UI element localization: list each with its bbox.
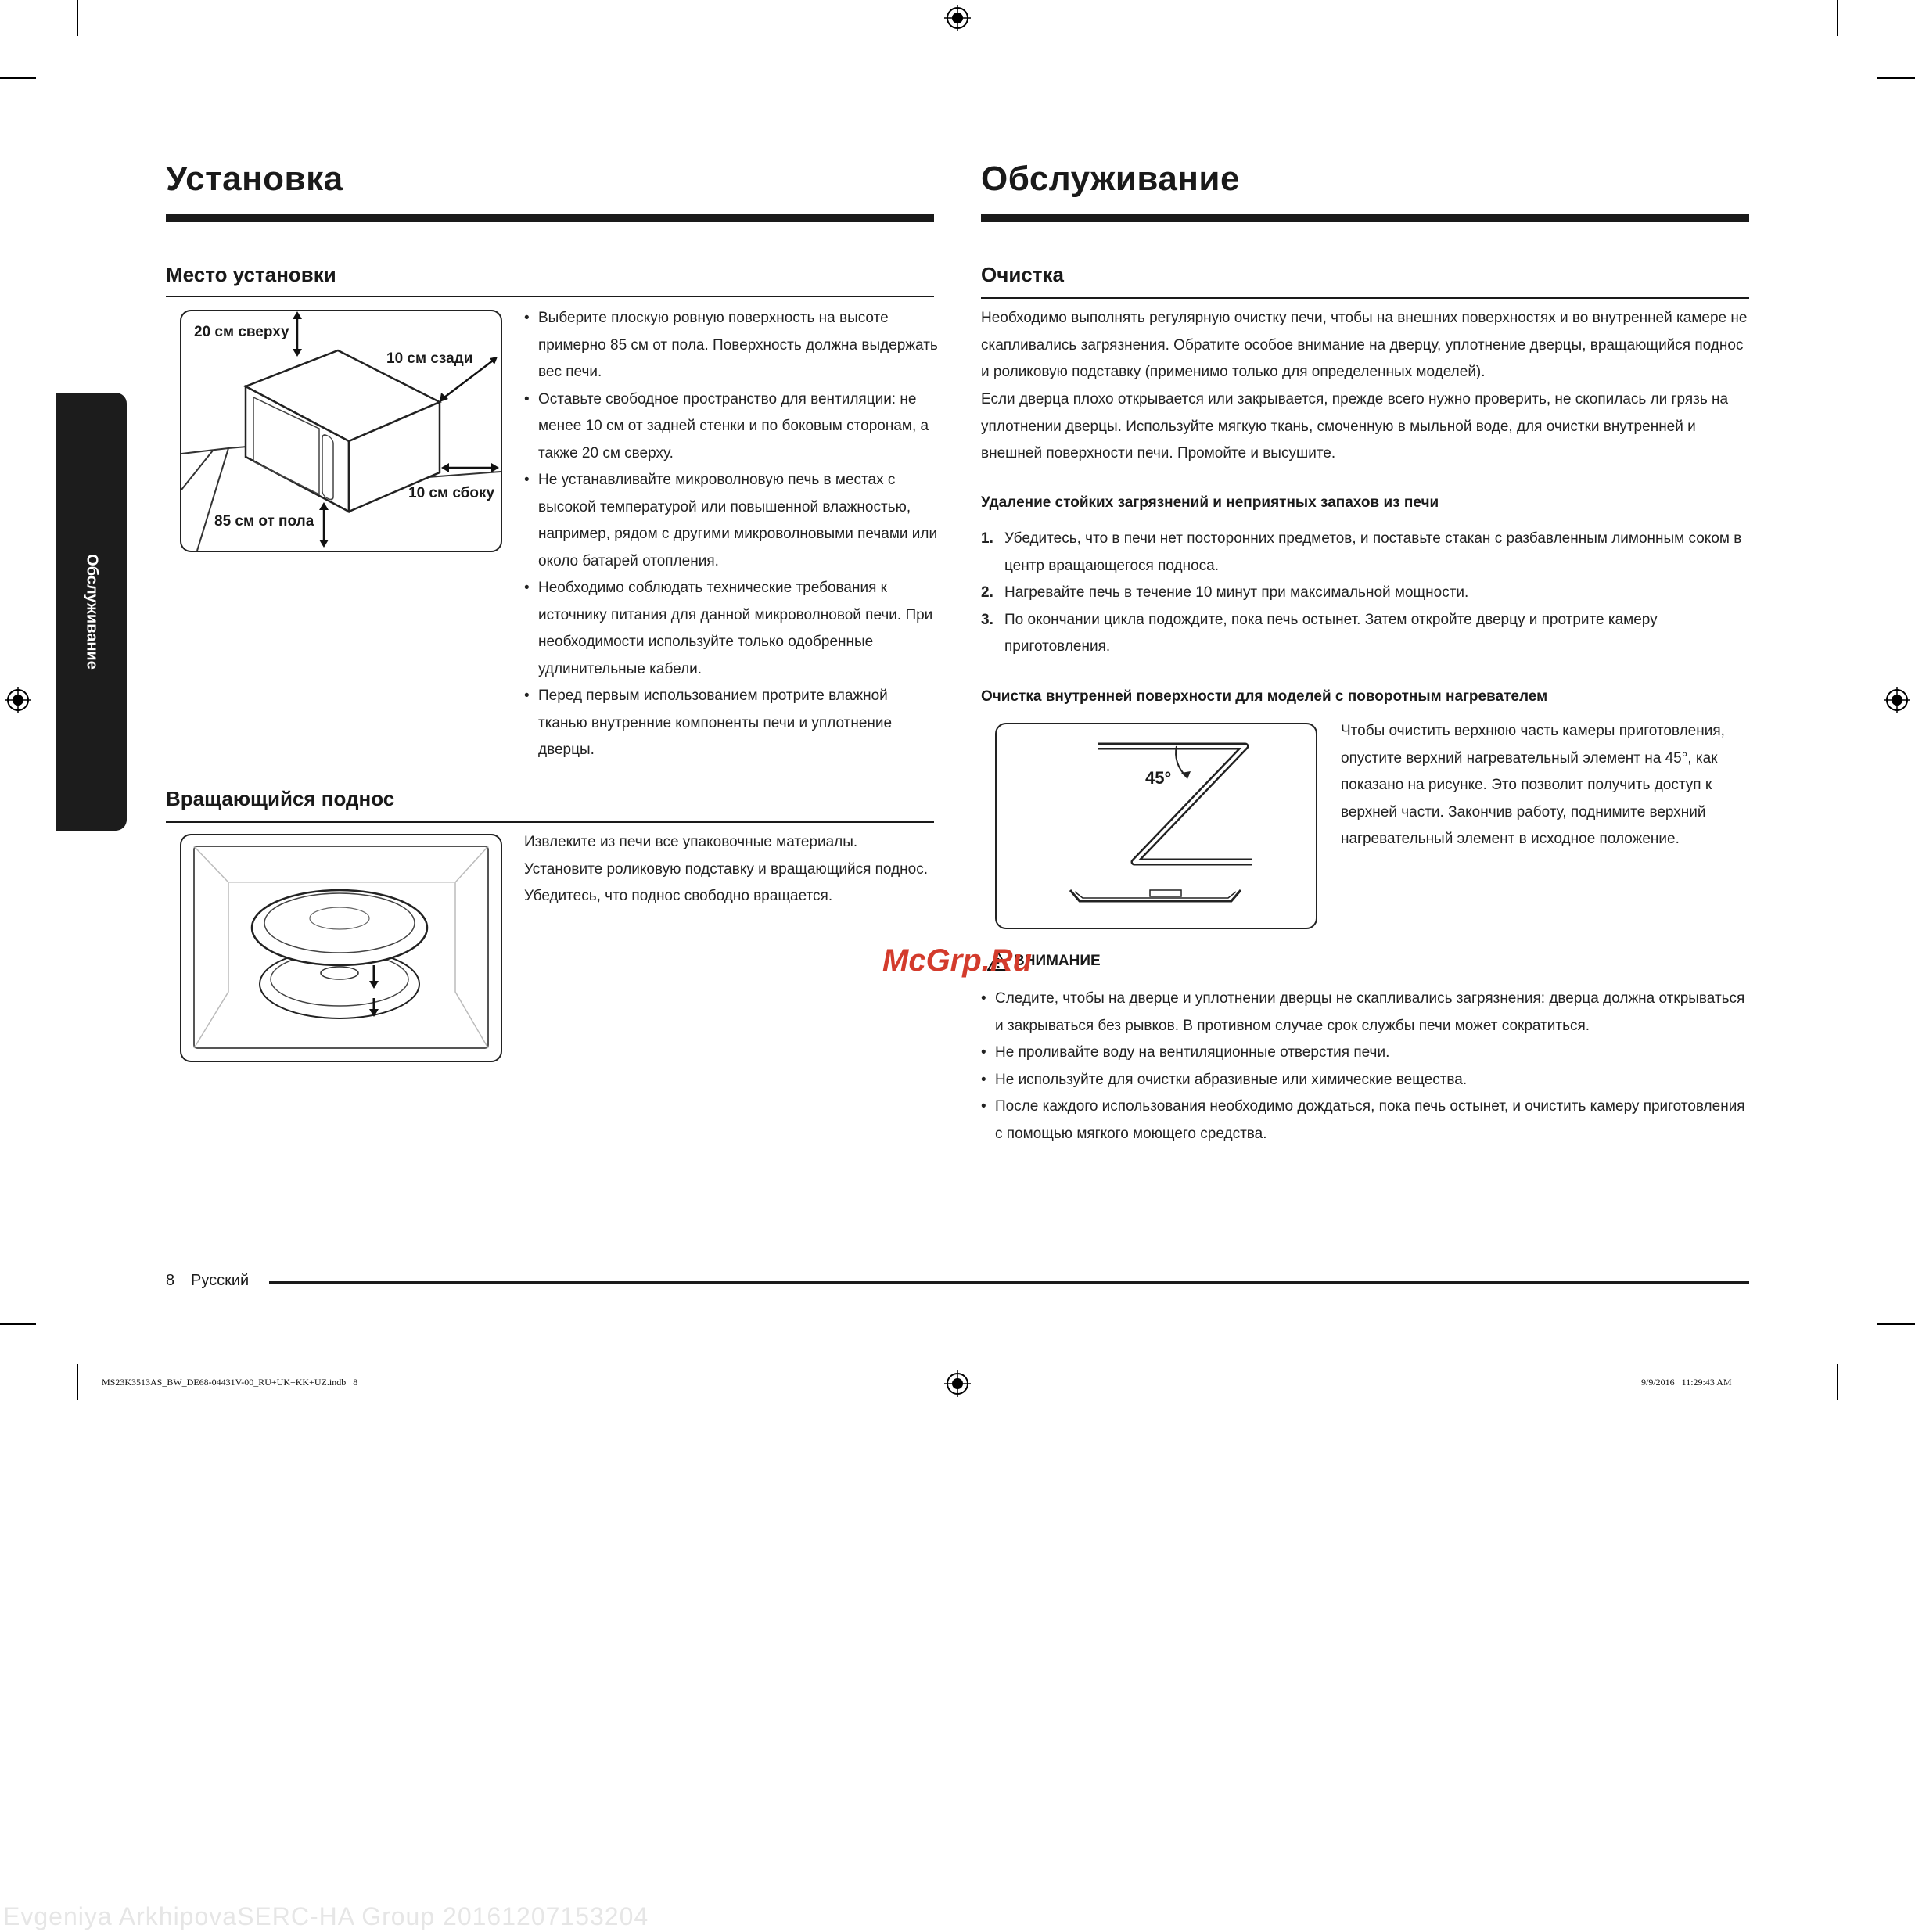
list-item: • Перед первым использованием протрите влажной тканью внутренние компоненты печи и уплотнение дверцы. — [524, 683, 939, 764]
section-rule — [166, 821, 934, 823]
footer-language: Русский — [191, 1272, 250, 1289]
heater-diagram — [995, 723, 1317, 929]
turntable-illustration — [181, 835, 501, 1061]
odor-removal-steps — [981, 526, 1748, 661]
angle-label: 45° — [1145, 768, 1172, 788]
list-item: • Необходимо соблюдать технические требования к источнику питания для данной микроволновой печи. При необходимости используйте только одобренные удлинительные кабели. — [524, 575, 939, 683]
label-back-clearance: 10 см сзади — [386, 350, 473, 367]
crop-mark — [1837, 0, 1838, 36]
list-item: • Не используйте для очистки абразивные или химические вещества. — [981, 1067, 1748, 1094]
caution-bullets — [981, 986, 1748, 1147]
approval-stamp: Evgeniya ArkhipovaSERC-HA Group 20161207153204 — [3, 1902, 649, 1930]
heater-illustration — [997, 724, 1316, 928]
registration-mark-icon — [944, 5, 971, 31]
crop-mark — [77, 1364, 78, 1400]
list-item: • Выберите плоскую ровную поверхность на высоте примерно 85 см от пола. Поверхность должна выдержать вес печи. — [524, 305, 939, 386]
print-file-info: MS23K3513AS_BW_DE68-04431V-00_RU+UK+KK+UZ.indb 8 — [102, 1377, 358, 1388]
section-rule — [166, 296, 934, 297]
subsection-heading: Очистка внутренней поверхности для моделей с поворотным нагревателем — [981, 688, 1548, 705]
side-tab-label: Обслуживание — [83, 554, 101, 670]
section-heading: Вращающийся поднос — [166, 787, 395, 810]
turntable-diagram — [180, 834, 502, 1062]
crop-mark — [1837, 1364, 1838, 1400]
crop-mark — [0, 1323, 36, 1325]
caution-heading: ВНИМАНИЕ — [1014, 953, 1101, 969]
list-item: 1. Убедитесь, что в печи нет посторонних предметов, и поставьте стакан с разбавленным лимонным соком в центр вращающегося подноса. — [981, 530, 1742, 574]
list-item: 2. Нагревайте печь в течение 10 минут при максимальной мощности. — [981, 584, 1469, 601]
page-title-left: Установка — [166, 160, 343, 198]
site-watermark: McGrp.Ru — [882, 943, 1033, 978]
crop-mark — [1877, 1323, 1915, 1325]
crop-mark — [1877, 77, 1915, 79]
list-item: • После каждого использования необходимо дождаться, пока печь остынет, и очистить камеру приготовления с помощью мягкого моющего средства. — [981, 1093, 1748, 1147]
turntable-text: Извлеките из печи все упаковочные материалы. Установите роликовую подставку и вращающийся поднос. Убедитесь, что поднос свободно вращается. — [524, 834, 929, 904]
page-number: 8 — [166, 1272, 175, 1289]
clearance-diagram — [180, 310, 502, 552]
section-heading: Место установки — [166, 263, 336, 286]
title-rule — [981, 214, 1749, 222]
label-side-clearance: 10 см сбоку — [408, 485, 495, 501]
cleaning-paragraph: Если дверца плохо открывается или закрывается, прежде всего нужно проверить, не скопилась ли грязь на уплотнении дверцы. Используйте мягкую ткань, смоченную в мыльной воде, для очистки внутренней и внешней поверхности печи. Промойте и высушите. — [981, 391, 1729, 461]
list-item: • Не устанавливайте микроволновую печь в местах с высокой температурой или повышенной влажностью, например, рядом с другими микроволновыми печами или около батарей отопления. — [524, 467, 939, 575]
label-floor-height: 85 см от пола — [214, 513, 314, 530]
installation-bullets — [524, 305, 939, 764]
crop-mark — [0, 77, 36, 79]
cleaning-paragraph: Необходимо выполнять регулярную очистку печи, чтобы на внешних поверхностях и во внутренней камере не скапливались загрязнения. Обратите особое внимание на дверцу, уплотнение дверцы, вращающийся поднос и роликовую подставку (применимо только для определенных моделей). — [981, 310, 1748, 380]
title-rule — [166, 214, 934, 222]
heater-text: Чтобы очистить верхнюю часть камеры приготовления, опустите верхний нагревательный элемент на 45°, как показано на рисунке. Это позволит получить доступ к верхней части. Закончив работу, поднимите верхний нагревательный элемент в исходное положение. — [1341, 723, 1725, 847]
section-heading: Очистка — [981, 263, 1064, 286]
section-rule — [981, 297, 1749, 299]
list-item: • Оставьте свободное пространство для вентиляции: не менее 10 см от задней стенки и по боковым сторонам, а также 20 см сверху. — [524, 386, 939, 468]
list-item: • Не проливайте воду на вентиляционные отверстия печи. — [981, 1040, 1748, 1067]
subsection-heading: Удаление стойких загрязнений и неприятных запахов из печи — [981, 494, 1439, 511]
page-title-right: Обслуживание — [981, 160, 1240, 198]
side-tab — [56, 393, 127, 831]
list-item: • Следите, чтобы на дверце и уплотнении дверцы не скапливались загрязнения: дверца должна открываться и закрываться без рывков. В противном случае срок службы печи может сократиться. — [981, 986, 1748, 1040]
registration-mark-icon — [1884, 687, 1910, 713]
registration-mark-icon — [944, 1370, 971, 1397]
print-date-info: 9/9/2016 11:29:43 AM — [1641, 1377, 1732, 1388]
list-item: 3. По окончании цикла подождите, пока печь остынет. Затем откройте дверцу и протрите камеру приготовления. — [981, 611, 1658, 655]
label-top-clearance: 20 см сверху — [194, 324, 289, 340]
footer-rule — [269, 1281, 1749, 1284]
crop-mark — [77, 0, 78, 36]
registration-mark-icon — [5, 687, 31, 713]
